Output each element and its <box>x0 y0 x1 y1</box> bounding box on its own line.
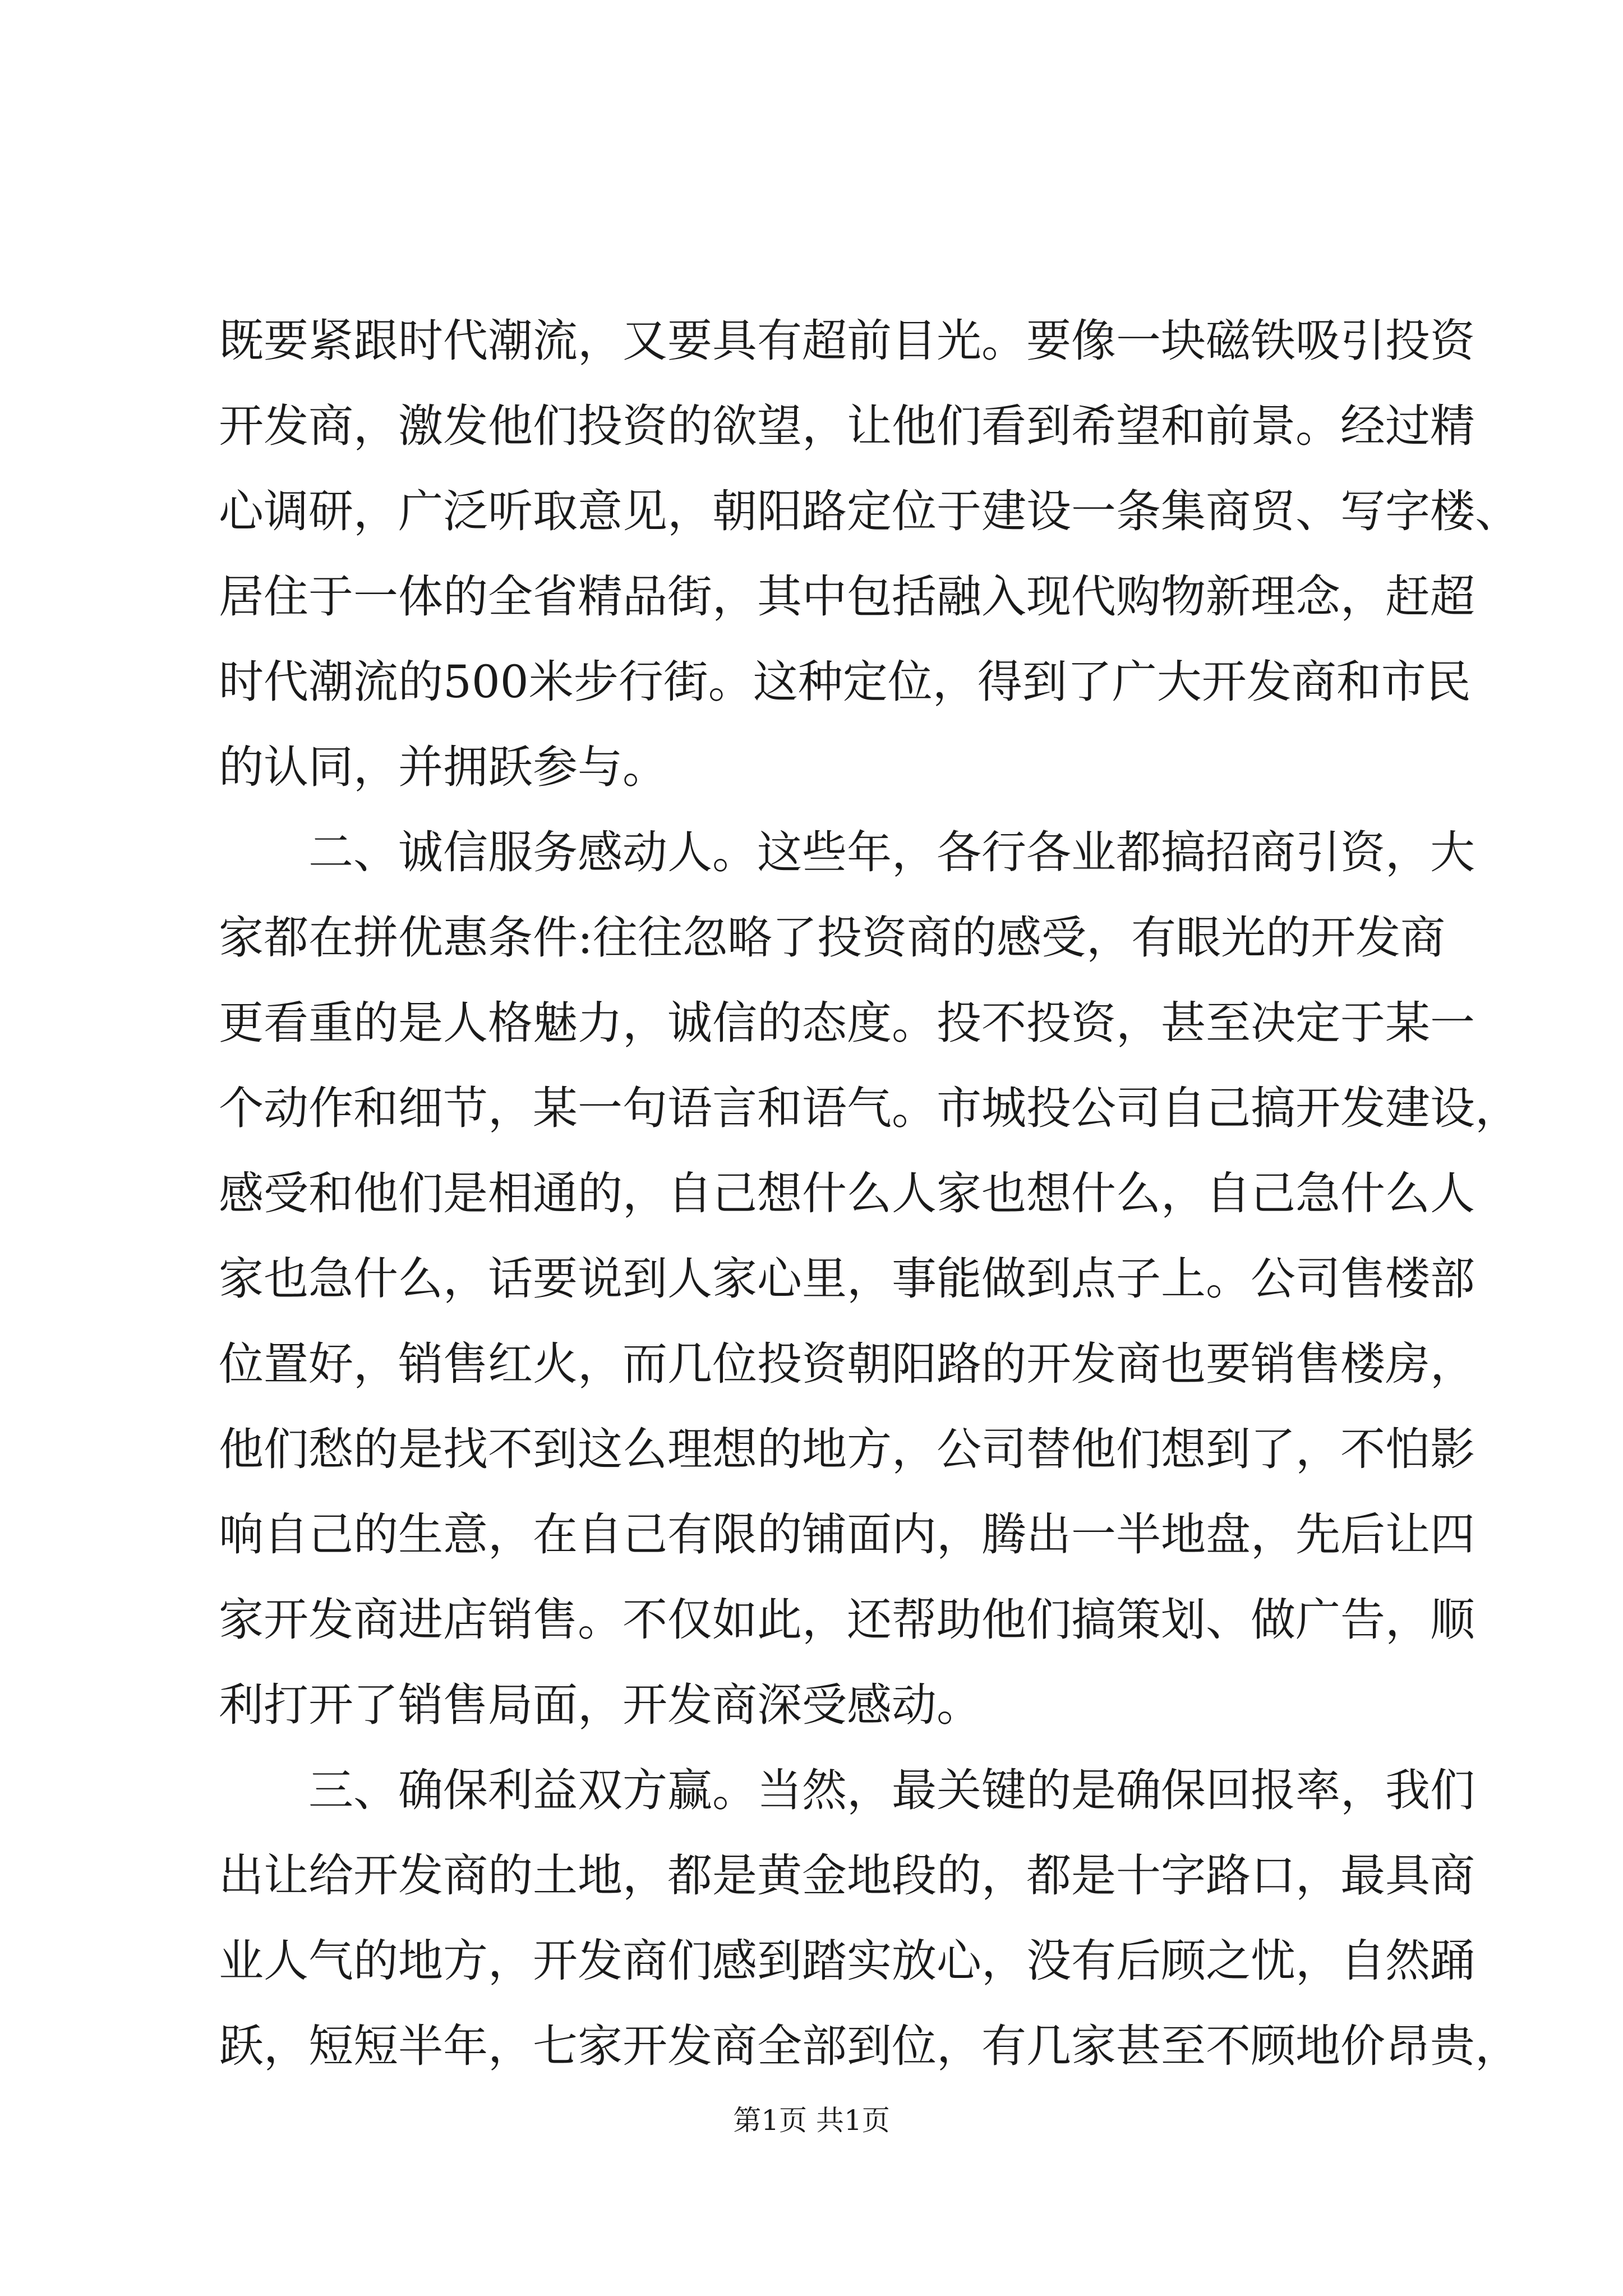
text-line: 既要紧跟时代潮流，又要具有超前目光。要像一块磁铁吸引投资 <box>219 315 1475 367</box>
page-footer: 第1页 共1页 <box>733 2104 890 2137</box>
text-line: 感受和他们是相通的，自己想什么人家也想什么，自己急什么人 <box>219 1167 1475 1220</box>
text-line: 位置好，销售红火，而几位投资朝阳路的开发商也要销售楼房， <box>219 1338 1475 1390</box>
text-line: 利打开了销售局面，开发商深受感动。 <box>219 1679 981 1731</box>
paragraph-heading-line: 三、确保利益双方赢。当然，最关键的是确保回报率，我们 <box>308 1764 1475 1816</box>
text-line: 家开发商进店销售。不仅如此，还帮助他们搞策划、做广告，顺 <box>219 1594 1475 1646</box>
text-line: 个动作和细节，某一句语言和语气。市城投公司自己搞开发建设， <box>219 1082 1520 1134</box>
text-line: 他们愁的是找不到这么理想的地方，公司替他们想到了，不怕影 <box>219 1423 1475 1475</box>
paragraph-heading-line: 二、诚信服务感动人。这些年，各行各业都搞招商引资，大 <box>308 826 1475 878</box>
text-line: 的认同，并拥跃参与。 <box>219 741 667 793</box>
text-line: 家也急什么，话要说到人家心里，事能做到点子上。公司售楼部 <box>219 1253 1475 1305</box>
text-line: 居住于一体的全省精品街，其中包括融入现代购物新理念，赶超 <box>219 570 1475 623</box>
text-line: 开发商，激发他们投资的欲望，让他们看到希望和前景。经过精 <box>219 400 1475 452</box>
text-line: 更看重的是人格魅力，诚信的态度。投不投资，甚至决定于某一 <box>219 997 1475 1049</box>
document-body <box>219 298 1520 2089</box>
text-line: 心调研，广泛听取意见，朝阳路定位于建设一条集商贸、写字楼、 <box>219 485 1520 537</box>
text-line: 跃，短短半年，七家开发商全部到位，有几家甚至不顾地价昂贵， <box>219 2020 1520 2072</box>
text-line: 家都在拼优惠条件:往往忽略了投资商的感受，有眼光的开发商 <box>219 912 1445 964</box>
text-line: 时代潮流的500米步行街。这种定位，得到了广大开发商和市民 <box>219 656 1471 708</box>
text-line: 出让给开发商的土地，都是黄金地段的，都是十字路口，最具商 <box>219 1849 1475 1902</box>
text-line: 业人气的地方，开发商们感到踏实放心，没有后顾之忧，自然踊 <box>219 1935 1475 1987</box>
text-line: 响自己的生意，在自己有限的铺面内，腾出一半地盘，先后让四 <box>219 1508 1475 1561</box>
